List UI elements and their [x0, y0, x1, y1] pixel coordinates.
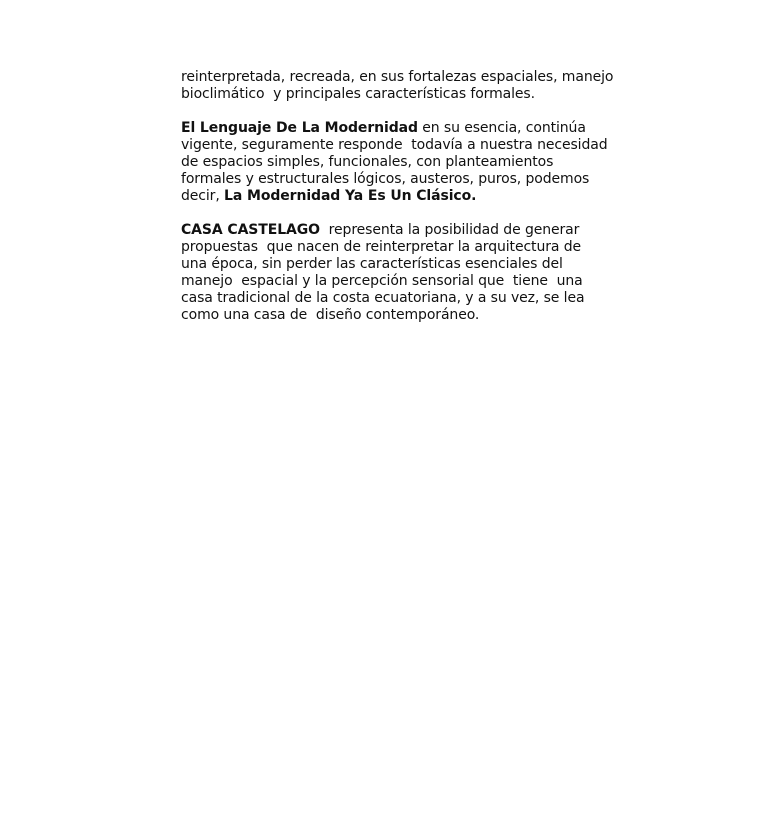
text-line — [181, 290, 611, 307]
text-line — [181, 239, 611, 256]
paragraph-casa-castelago — [181, 222, 611, 324]
text-run: casa tradicional de la costa ecuatoriana, y a su vez, se lea — [181, 290, 585, 306]
text-run: de espacios simples, funcionales, con planteamientos — [181, 154, 554, 170]
text-run: bioclimático y principales características formales. — [181, 86, 535, 102]
text-line — [181, 256, 611, 273]
text-line — [181, 69, 614, 86]
text-line — [181, 120, 611, 137]
text-line — [181, 273, 611, 290]
text-run: formales y estructurales lógicos, austeros, puros, podemos — [181, 171, 590, 187]
text-run: propuestas que nacen de reinterpretar la arquitectura de — [181, 239, 581, 255]
body-text — [181, 69, 614, 341]
bold-phrase-classic: La Modernidad Ya Es Un Clásico. — [224, 188, 477, 204]
text-run: vigente, seguramente responde todavía a nuestra necesidad — [181, 137, 608, 153]
text-line — [181, 307, 611, 324]
text-line — [181, 86, 611, 103]
text-run: una época, sin perder las características esenciales del — [181, 256, 563, 272]
text-line — [181, 222, 611, 239]
text-line — [181, 154, 611, 171]
text-run: manejo espacial y la percepción sensorial que tiene una — [181, 273, 583, 289]
text-line — [181, 188, 611, 205]
text-run: decir, — [181, 188, 225, 204]
paragraph-modern-language — [181, 120, 611, 205]
bold-phrase-casa-castelago: CASA CASTELAGO — [181, 222, 320, 238]
text-run: representa la posibilidad de generar — [319, 222, 580, 238]
bold-phrase-modern-language: El Lenguaje De La Modernidad — [181, 120, 418, 136]
text-run: como una casa de diseño contemporáneo. — [181, 307, 480, 323]
text-run: en su esencia, continúa — [417, 120, 586, 136]
text-line — [181, 137, 611, 154]
paragraph-reinterpretation — [181, 69, 614, 103]
text-line — [181, 171, 611, 188]
text-run: reinterpretada, recreada, en sus fortalezas espaciales, manejo — [181, 69, 614, 85]
